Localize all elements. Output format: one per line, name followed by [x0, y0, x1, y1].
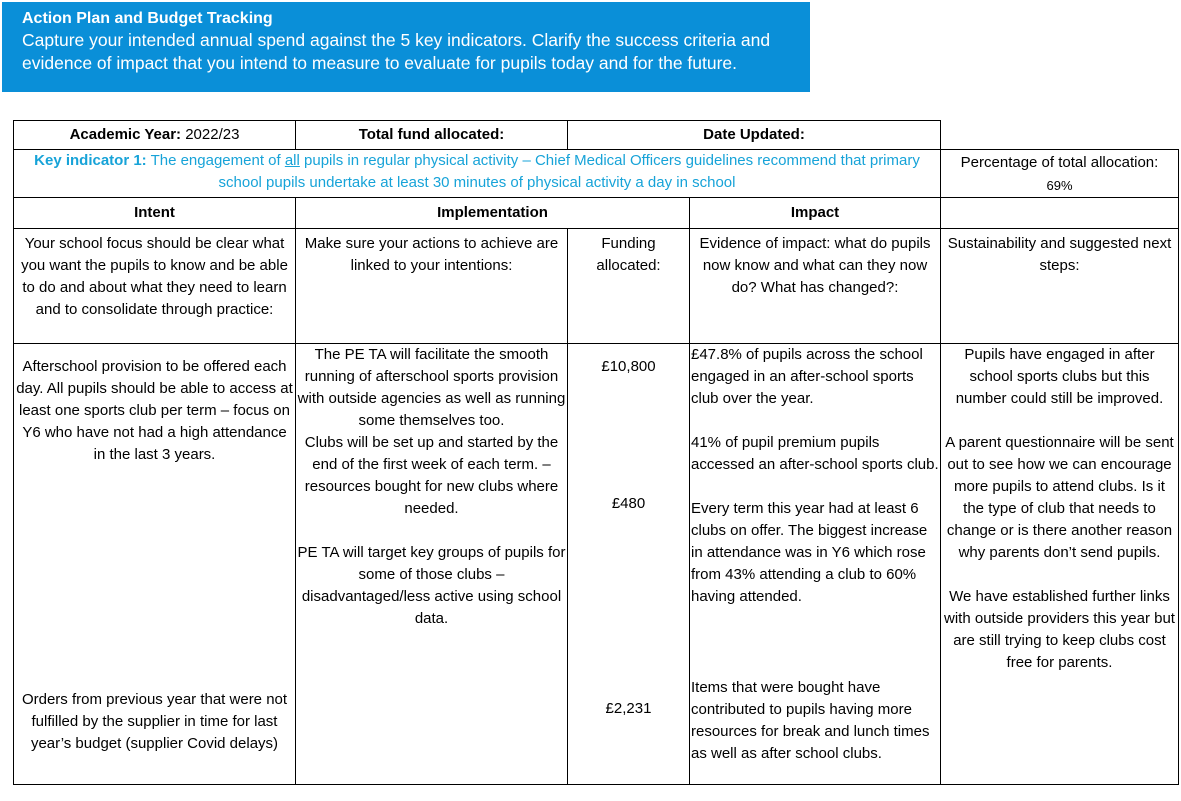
implementation-prompt: Make sure your actions to achieve are linked to your intentions: [296, 229, 568, 344]
impact-header: Impact [690, 198, 941, 229]
implementation-item-1: The PE TA will facilitate the smooth running of afterschool sports provision with outside agencies as well as running some themselves too. [297, 346, 566, 429]
academic-year-label: Academic Year: [69, 126, 182, 143]
key-indicator-text-before: The engagement of [150, 152, 281, 169]
banner-text: Capture your intended annual spend against the 5 key indicators. Clarify the success criteria and evidence of impact that you intend to measure to evaluate for pupils today and for the future. [22, 30, 771, 73]
key-indicator-label: Key indicator 1: [34, 152, 147, 169]
academic-year-cell [14, 121, 296, 150]
percentage-value: 69% [1046, 178, 1073, 193]
funding-prompt: Funding allocated: [568, 229, 690, 344]
intent-item-2: Orders from previous year that were not fulfilled by the supplier in time for last year’s budget (supplier Covid delays) [21, 691, 288, 752]
impact-content-cell [690, 344, 941, 785]
header-row [14, 121, 1179, 150]
key-indicator-row [14, 150, 1179, 198]
key-indicator-underlined: all [284, 152, 300, 169]
impact-item-3: Every term this year had at least 6 clubs on offer. The biggest increase in attendance was in Y6 which rose from 43% attending a club to 60% having attended. [691, 500, 928, 605]
sustain-item-3: We have established further links with outside providers this year but are still trying to keep clubs cost free for parents. [944, 588, 1175, 671]
implementation-item-3: PE TA will target key groups of pupils for some of those clubs – disadvantaged/less active using school data. [297, 544, 566, 627]
implementation-content-cell [296, 344, 568, 785]
sustainability-content-cell [941, 344, 1179, 785]
funding-content-cell [568, 344, 690, 785]
impact-item-4: Items that were bought have contributed to pupils having more resources for break and lunch times as well as after school clubs. [691, 679, 930, 762]
intent-prompt: Your school focus should be clear what you want the pupils to know and be able to do and about what they need to learn and to consolidate through practice: [14, 229, 296, 344]
total-fund-label: Total fund allocated: [296, 121, 568, 150]
funding-value-3: £2,231 [605, 700, 652, 717]
impact-item-1: £47.8% of pupils across the school engaged in an after-school sports club over the year. [691, 346, 923, 407]
column-header-row [14, 198, 1179, 229]
banner-title: Action Plan and Budget Tracking [22, 10, 273, 27]
implementation-header: Implementation [296, 198, 690, 229]
sustainability-prompt: Sustainability and suggested next steps: [941, 229, 1179, 344]
percentage-cell [941, 150, 1179, 198]
empty-header-cell [941, 198, 1179, 229]
prompt-row [14, 229, 1179, 344]
implementation-item-2: Clubs will be set up and started by the end of the first week of each term. – resources bought for new clubs where needed. [304, 434, 559, 517]
date-updated-label: Date Updated: [568, 121, 941, 150]
sustain-item-1: Pupils have engaged in after school sports clubs but this number could still be improved. [955, 346, 1164, 407]
intent-item-1: Afterschool provision to be offered each day. All pupils should be able to access at least one sports club per term – focus on Y6 who have not had a high attendance in the last 3 years. [16, 358, 293, 463]
impact-prompt: Evidence of impact: what do pupils now know and what can they now do? What has changed?: [690, 229, 941, 344]
percentage-label: Percentage of total allocation: [960, 154, 1159, 171]
content-row [14, 344, 1179, 785]
funding-value-2: £480 [611, 495, 646, 512]
academic-year-value: 2022/23 [185, 126, 240, 143]
funding-value-1: £10,800 [601, 358, 656, 375]
empty-cell [941, 121, 1179, 150]
key-indicator-text-after: pupils in regular physical activity – Chief Medical Officers guidelines recommend that primary school pupils undertake at least 30 minutes of physical activity a day in school [218, 152, 920, 191]
action-plan-banner [2, 2, 810, 92]
intent-content-cell [14, 344, 296, 785]
action-plan-table [13, 120, 1179, 785]
sustain-item-2: A parent questionnaire will be sent out to see how we can encourage more pupils to attend clubs. Is it the type of club that needs to change or is there another reason why parents don’t send pupils. [945, 434, 1174, 561]
intent-header: Intent [14, 198, 296, 229]
impact-item-2: 41% of pupil premium pupils accessed an after-school sports club. [691, 434, 939, 473]
key-indicator-cell [14, 150, 941, 198]
